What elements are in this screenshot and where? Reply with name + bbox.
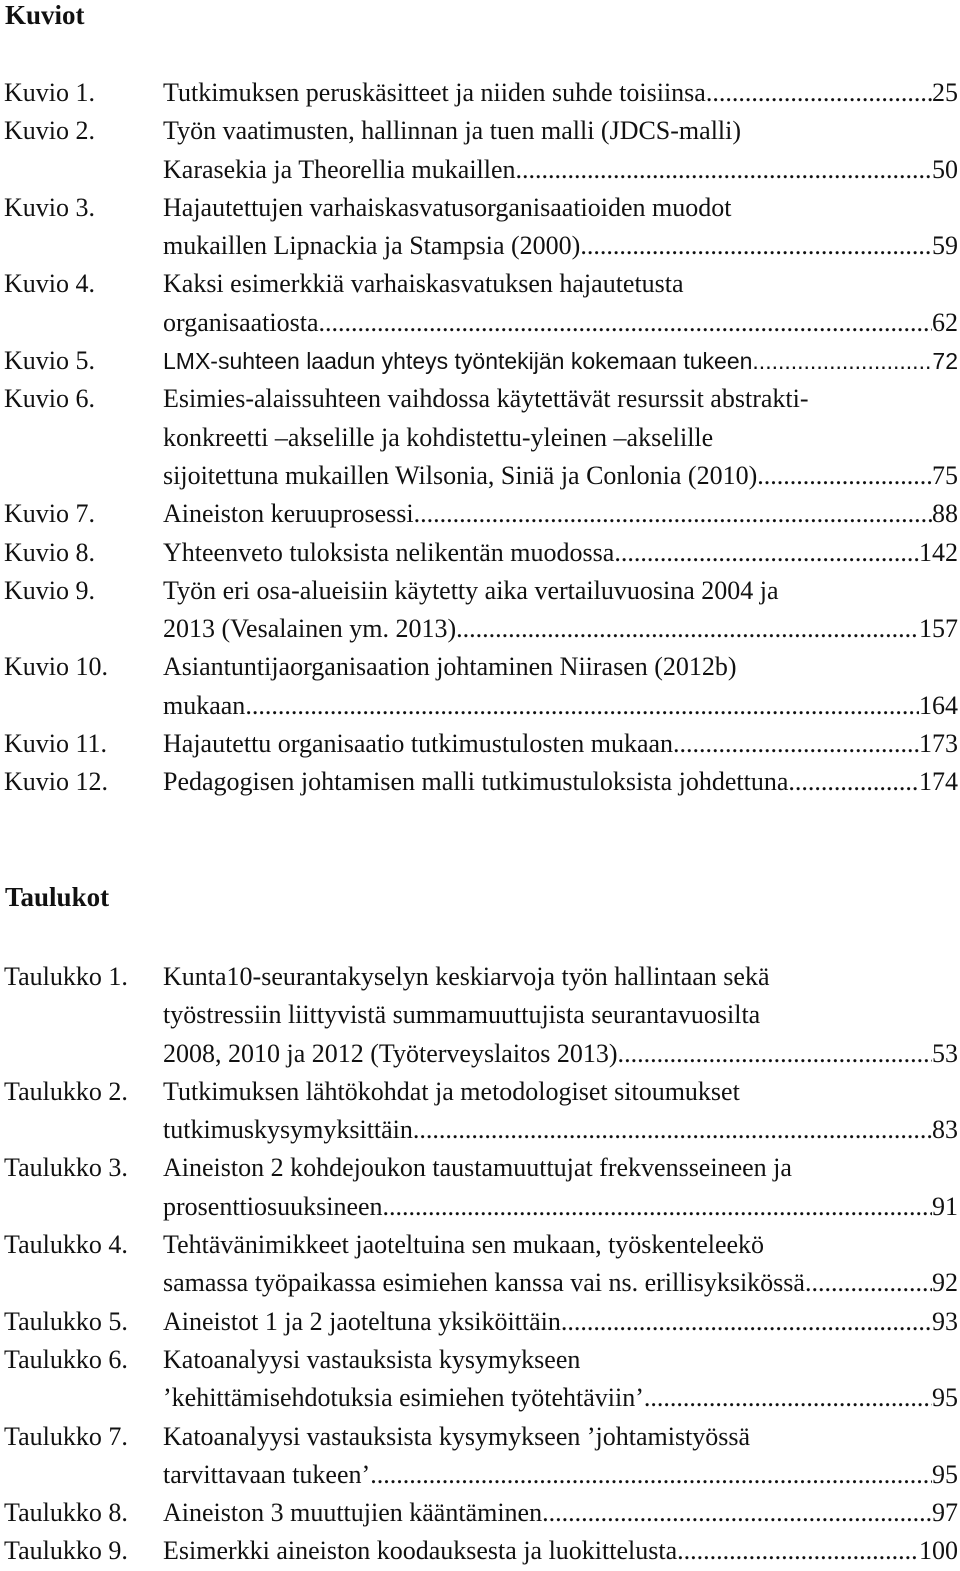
dot-leader xyxy=(677,1532,919,1570)
page-number: 95 xyxy=(932,1459,958,1489)
figure-entry-title xyxy=(163,534,958,572)
table-entry xyxy=(0,1149,960,1226)
dot-leader xyxy=(614,534,919,572)
table-entry-label: Taulukko 2. xyxy=(4,1076,128,1106)
title-line: Tehtävänimikkeet jaoteltuina sen mukaan, työskenteleekö xyxy=(163,1230,765,1260)
dot-leader xyxy=(805,1264,932,1302)
title-text: mukaan xyxy=(163,690,246,720)
title-line: Hajautettujen varhaiskasvatusorganisaatioiden muodot xyxy=(163,192,732,222)
figure-entry xyxy=(0,648,960,725)
title-line-last xyxy=(163,687,958,725)
table-entry xyxy=(0,958,960,1073)
dot-leader xyxy=(414,495,932,533)
title-line: työstressiin liittyvistä summamuuttujista seurantavuosilta xyxy=(163,1000,761,1030)
figures-list xyxy=(0,74,960,802)
table-entry-title xyxy=(163,1226,958,1303)
dot-leader xyxy=(318,304,932,342)
title-line: Työn eri osa-alueisiin käytetty aika vertailuvuosina 2004 ja xyxy=(163,575,779,605)
figure-entry-title xyxy=(163,763,958,801)
figure-entry-title xyxy=(163,265,958,342)
title-line-last xyxy=(163,227,958,265)
table-entry-label: Taulukko 4. xyxy=(4,1230,128,1260)
table-entry-title xyxy=(163,1303,958,1341)
title-line: Tutkimuksen lähtökohdat ja metodologiset sitoumukset xyxy=(163,1076,740,1106)
figure-entry xyxy=(0,265,960,342)
title-text: Aineiston keruuprosessi xyxy=(163,499,414,529)
title-text: LMX-suhteen laadun yhteys työntekijän kokemaan tukeen xyxy=(163,348,753,375)
title-text: ’kehittämisehdotuksia esimiehen työtehtäviin’ xyxy=(163,1383,644,1413)
dot-leader xyxy=(245,687,919,725)
title-line: Esimies-alaissuhteen vaihdossa käytettävät resurssit abstrakti- xyxy=(163,384,809,414)
title-text: samassa työpaikassa esimiehen kanssa vai ns. erillisyksikössä xyxy=(163,1268,805,1298)
figure-entry-title xyxy=(163,189,958,266)
page-number: 25 xyxy=(932,78,958,107)
title-text: Esimerkki aineiston koodauksesta ja luokittelusta xyxy=(163,1536,678,1566)
tables-list xyxy=(0,958,960,1571)
table-entry-title xyxy=(163,1149,958,1226)
table-entry-label: Taulukko 1. xyxy=(4,962,128,991)
dot-leader xyxy=(788,763,919,801)
title-line-last xyxy=(163,1456,958,1494)
title-text: Karasekia ja Theorellia mukaillen xyxy=(163,154,516,184)
figure-entry-label: Kuvio 3. xyxy=(4,192,95,222)
table-entry xyxy=(0,1226,960,1303)
title-line-last xyxy=(163,725,958,763)
title-line: Työn vaatimusten, hallinnan ja tuen malli (JDCS-malli) xyxy=(163,116,742,146)
title-text: 2008, 2010 ja 2012 (Työterveyslaitos 2013). xyxy=(163,1038,625,1068)
page-number: 91 xyxy=(932,1191,958,1221)
figure-entry-label: Kuvio 5. xyxy=(4,346,95,376)
page-number: 174 xyxy=(919,767,958,797)
table-entry xyxy=(0,1418,960,1495)
dot-leader xyxy=(370,1456,932,1494)
title-line-last xyxy=(163,1111,958,1149)
title-line-last xyxy=(163,342,958,380)
figure-entry-label: Kuvio 2. xyxy=(4,116,95,146)
figure-entry-title xyxy=(163,342,958,380)
figure-entry xyxy=(0,74,960,112)
dot-leader xyxy=(456,610,919,648)
page-number: 72 xyxy=(932,348,958,375)
title-line-last xyxy=(163,74,958,112)
table-entry xyxy=(0,1494,960,1532)
dot-leader xyxy=(644,1379,932,1417)
title-line-last xyxy=(163,1494,958,1532)
page-number: 75 xyxy=(932,460,958,490)
title-line: Katoanalyysi vastauksista kysymykseen ’johtamistyössä xyxy=(163,1421,751,1451)
page-number: 83 xyxy=(932,1115,958,1145)
figure-entry xyxy=(0,725,960,763)
figure-entry xyxy=(0,380,960,495)
page-number: 95 xyxy=(932,1383,958,1413)
title-text: Aineistot 1 ja 2 jaoteltuna yksiköittäin xyxy=(163,1306,561,1336)
title-line: Kaksi esimerkkiä varhaiskasvatuksen hajautetusta xyxy=(163,269,684,299)
title-text: 2013 (Vesalainen ym. 2013) xyxy=(163,614,457,644)
page-number: 164 xyxy=(919,690,958,720)
figure-entry-label: Kuvio 9. xyxy=(4,575,95,605)
title-text: tutkimuskysymyksittäin xyxy=(163,1115,413,1145)
figure-entry xyxy=(0,534,960,572)
title-line-last xyxy=(163,151,958,189)
title-line-last xyxy=(163,1264,958,1302)
page-number: 53 xyxy=(932,1038,958,1068)
page-number: 142 xyxy=(919,537,958,567)
page-number: 173 xyxy=(919,729,958,759)
figure-entry-title xyxy=(163,725,958,763)
title-text: tarvittavaan tukeen’ xyxy=(163,1459,371,1489)
title-line-last xyxy=(163,1303,958,1341)
table-entry-title xyxy=(163,958,958,1073)
figure-entry-title xyxy=(163,495,958,533)
table-entry-title xyxy=(163,1341,958,1418)
title-line: konkreetti –akselille ja kohdistettu-yleinen –akselille xyxy=(163,422,714,452)
title-line-last xyxy=(163,610,958,648)
figure-entry-title xyxy=(163,112,958,189)
table-entry-label: Taulukko 9. xyxy=(4,1536,128,1566)
page-number: 59 xyxy=(932,231,958,261)
title-text: Hajautettu organisaatio tutkimustulosten mukaan xyxy=(163,729,674,759)
figure-entry-title xyxy=(163,380,958,495)
title-line-last xyxy=(163,534,958,572)
title-text: mukaillen Lipnackia ja Stampsia (2000) xyxy=(163,231,581,261)
title-line: Aineiston 2 kohdejoukon taustamuuttujat frekvensseineen ja xyxy=(163,1153,792,1183)
dot-leader xyxy=(413,1111,932,1149)
dot-leader xyxy=(580,227,932,265)
table-entry-label: Taulukko 5. xyxy=(4,1306,128,1336)
page-number: 88 xyxy=(932,499,958,529)
table-entry-label: Taulukko 8. xyxy=(4,1498,128,1528)
title-line-last xyxy=(163,763,958,801)
table-entry xyxy=(0,1341,960,1418)
title-line-last xyxy=(163,1532,958,1570)
figures-heading: Kuviot xyxy=(5,0,85,30)
title-line: Kunta10-seurantakyselyn keskiarvoja työn hallintaan sekä xyxy=(163,962,770,991)
title-text: Aineiston 3 muuttujien kääntäminen xyxy=(163,1498,543,1528)
title-text: Yhteenveto tuloksista nelikentän muodossa xyxy=(163,537,615,567)
dot-leader xyxy=(757,457,932,495)
title-line-last xyxy=(163,1035,958,1073)
title-text: sijoitettuna mukaillen Wilsonia, Siniä ja Conlonia (2010) xyxy=(163,460,758,490)
figure-entry-title xyxy=(163,648,958,725)
figure-entry xyxy=(0,763,960,801)
dot-leader xyxy=(516,151,932,189)
table-entry xyxy=(0,1073,960,1150)
figure-entry xyxy=(0,495,960,533)
table-entry-title xyxy=(163,1532,958,1570)
figure-entry-label: Kuvio 6. xyxy=(4,384,95,414)
page-number: 93 xyxy=(932,1306,958,1336)
figure-entry-label: Kuvio 1. xyxy=(4,78,95,107)
dot-leader xyxy=(706,74,932,112)
dot-leader xyxy=(389,1188,932,1226)
table-entry-title xyxy=(163,1073,958,1150)
page-number: 92 xyxy=(932,1268,958,1298)
title-line-last xyxy=(163,495,958,533)
title-text: Tutkimuksen peruskäsitteet ja niiden suhde toisiinsa xyxy=(163,78,706,107)
figure-entry xyxy=(0,112,960,189)
table-entry-title xyxy=(163,1418,958,1495)
figure-entry xyxy=(0,342,960,380)
title-text: Pedagogisen johtamisen malli tutkimustuloksista johdettuna xyxy=(163,767,789,797)
dot-leader xyxy=(561,1303,932,1341)
figure-entry xyxy=(0,189,960,266)
table-entry-label: Taulukko 6. xyxy=(4,1344,128,1374)
figure-entry-label: Kuvio 10. xyxy=(4,652,108,682)
figure-entry-label: Kuvio 8. xyxy=(4,537,95,567)
page-number: 50 xyxy=(932,154,958,184)
figure-entry-title xyxy=(163,74,958,112)
figure-entry xyxy=(0,572,960,649)
title-line: Asiantuntijaorganisaation johtaminen Niirasen (2012b) xyxy=(163,652,737,682)
page-number: 157 xyxy=(919,614,958,644)
title-line-last xyxy=(163,1188,958,1226)
dot-leader xyxy=(752,342,932,380)
title-line-last xyxy=(163,1379,958,1417)
title-text: organisaatiosta xyxy=(163,307,319,337)
table-entry-label: Taulukko 3. xyxy=(4,1153,128,1183)
figure-entry-label: Kuvio 12. xyxy=(4,767,108,797)
table-entry xyxy=(0,1303,960,1341)
dot-leader xyxy=(542,1494,932,1532)
title-line-last xyxy=(163,457,958,495)
page-number: 97 xyxy=(932,1498,958,1528)
figure-entry-label: Kuvio 11. xyxy=(4,729,108,759)
figure-entry-label: Kuvio 4. xyxy=(4,269,95,299)
title-text: prosenttiosuuksineen. xyxy=(163,1191,390,1221)
title-line-last xyxy=(163,304,958,342)
table-entry-title xyxy=(163,1494,958,1532)
tables-heading: Taulukot xyxy=(5,882,110,912)
table-entry xyxy=(0,1532,960,1570)
figure-entry-label: Kuvio 7. xyxy=(4,499,95,529)
dot-leader xyxy=(673,725,919,763)
title-line: Katoanalyysi vastauksista kysymykseen xyxy=(163,1344,581,1374)
dot-leader xyxy=(624,1035,932,1073)
page-number: 100 xyxy=(919,1536,958,1566)
figure-entry-title xyxy=(163,572,958,649)
page-number: 62 xyxy=(932,307,958,337)
table-entry-label: Taulukko 7. xyxy=(4,1421,128,1451)
